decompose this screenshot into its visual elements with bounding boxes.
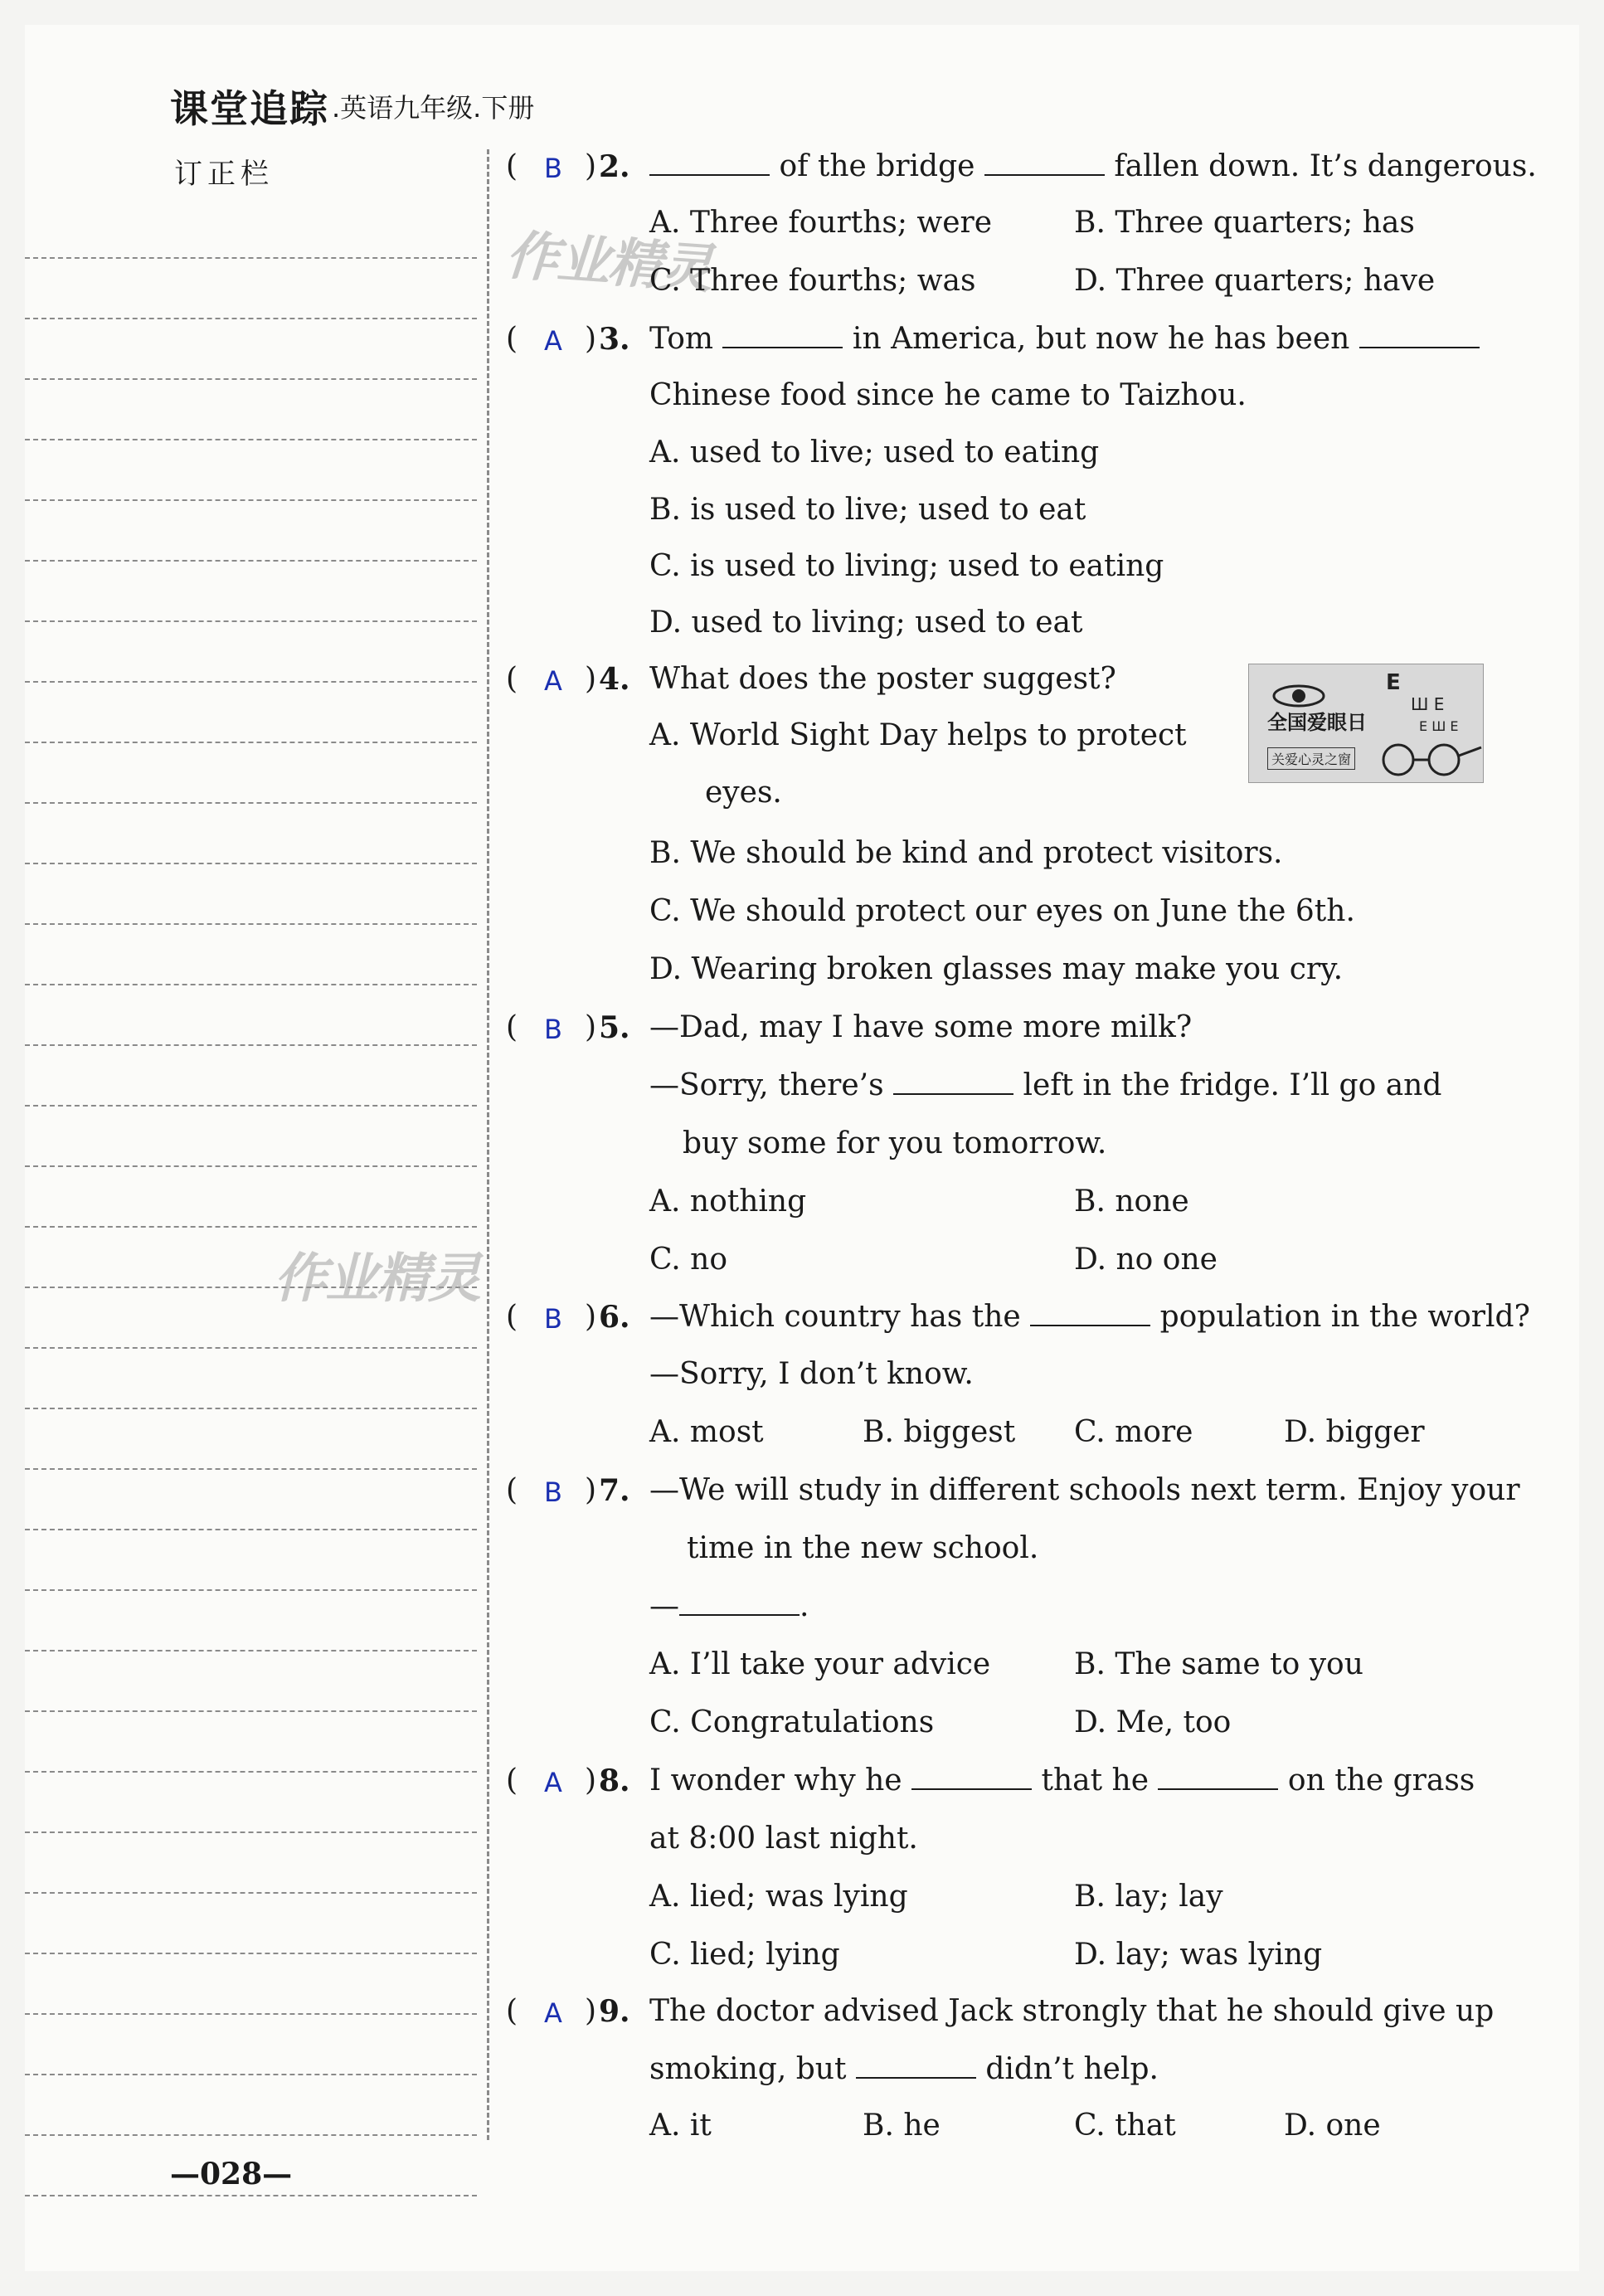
brand-title: 课堂追踪: [170, 86, 329, 131]
option: C. is used to living; used to eating: [649, 549, 1164, 583]
question-stem: of the bridge fallen down. It’s dangerous.: [649, 149, 1537, 183]
answer-mark: B: [544, 153, 562, 184]
poster-subtitle: 关爱心灵之窗: [1267, 747, 1355, 770]
ruled-line: [25, 499, 477, 501]
option: B. is used to live; used to eat: [649, 493, 1086, 527]
ruled-line: [25, 257, 477, 259]
ruled-line: [25, 681, 477, 683]
ruled-line: [25, 439, 477, 440]
option: D. bigger: [1284, 1415, 1425, 1449]
column-divider: [487, 149, 489, 2140]
option: A. it: [649, 2109, 712, 2143]
ruled-line: [25, 2134, 477, 2136]
question-stem-line: —Sorry, I don’t know.: [649, 1357, 974, 1391]
svg-text:E: E: [1386, 670, 1401, 695]
option: B. Three quarters; has: [1074, 206, 1415, 240]
ruled-line: [25, 863, 477, 864]
watermark: 作业精灵: [503, 225, 713, 301]
ruled-line: [25, 1831, 477, 1833]
option-continuation: eyes.: [705, 776, 782, 810]
question-stem: Tom in America, but now he has been: [649, 322, 1480, 356]
poster-image: [1248, 664, 1484, 783]
ruled-line: [25, 1892, 477, 1894]
question-stem-line: at 8:00 last night.: [649, 1822, 918, 1856]
ruled-line: [25, 2013, 477, 2015]
answer-mark: B: [544, 1476, 562, 1508]
poster-title: 全国爱眼日: [1267, 711, 1367, 734]
option: D. Three quarters; have: [1074, 264, 1436, 298]
option: A. Three fourths; were: [649, 206, 993, 240]
answer-mark: A: [544, 1767, 562, 1798]
ruled-line: [25, 378, 477, 380]
ruled-line: [25, 1710, 477, 1712]
answer-mark: B: [544, 1303, 562, 1335]
option: C. that: [1074, 2109, 1176, 2143]
question-stem: The doctor advised Jack strongly that he should give up: [649, 1994, 1495, 2028]
option: D. lay; was lying: [1074, 1938, 1323, 1972]
question-stem: —Which country has the population in the world?: [649, 1300, 1530, 1334]
ruled-line: [25, 1165, 477, 1167]
ruled-line: [25, 1347, 477, 1349]
ruled-line: [25, 1105, 477, 1107]
option: A. lied; was lying: [649, 1880, 908, 1914]
option: C. We should protect our eyes on June the 6th.: [649, 894, 1355, 928]
correction-sidebar: [25, 149, 485, 2148]
option: C. lied; lying: [649, 1938, 840, 1972]
answer-mark: A: [544, 325, 562, 357]
ruled-line: [25, 742, 477, 743]
ruled-line: [25, 1468, 477, 1470]
option: A. nothing: [649, 1184, 807, 1219]
page-number: —028—: [170, 2157, 293, 2191]
option: D. Wearing broken glasses may make you cry.: [649, 952, 1344, 986]
option: C. Three fourths; was: [649, 264, 976, 298]
question-stem-line: — .: [649, 1589, 809, 1623]
question-stem: I wonder why he that he on the grass: [649, 1763, 1475, 1797]
option: B. biggest: [863, 1415, 1016, 1449]
ruled-line: [25, 2195, 477, 2196]
option: B. The same to you: [1074, 1647, 1363, 1681]
question-stem-line: Chinese food since he came to Taizhou.: [649, 378, 1247, 412]
option: D. used to living; used to eat: [649, 606, 1083, 640]
ruled-line: [25, 923, 477, 925]
ruled-line: [25, 1771, 477, 1773]
option: A. most: [649, 1415, 764, 1449]
book-subtitle: .英语九年级.下册: [332, 92, 535, 124]
answer-mark: B: [544, 1014, 562, 1045]
question-stem: —Dad, may I have some more milk?: [649, 1010, 1193, 1044]
sidebar-title: 订正栏: [174, 158, 274, 191]
answer-mark: A: [544, 1997, 562, 2029]
ruled-line: [25, 1226, 477, 1228]
question-number: 5.: [599, 1010, 630, 1045]
question-stem-line: smoking, but didn’t help.: [649, 2052, 1159, 2086]
ruled-line: [25, 620, 477, 622]
ruled-line: [25, 318, 477, 319]
question-number: 9.: [599, 1994, 630, 2029]
option: B. none: [1074, 1184, 1189, 1219]
option: A. I’ll take your advice: [649, 1647, 991, 1681]
question-stem: What does the poster suggest?: [649, 662, 1116, 696]
answer-mark: A: [544, 665, 562, 697]
option: D. Me, too: [1074, 1705, 1232, 1739]
option: C. Congratulations: [649, 1705, 935, 1739]
ruled-line: [25, 1044, 477, 1046]
question-number: 4.: [599, 662, 630, 697]
question-stem: —We will study in different schools next term. Enjoy your: [649, 1473, 1520, 1507]
option: C. more: [1074, 1415, 1193, 1449]
option: B. lay; lay: [1074, 1880, 1223, 1914]
option: A. World Sight Day helps to protect: [649, 718, 1187, 752]
ruled-line: [25, 984, 477, 985]
ruled-line: [25, 1529, 477, 1530]
watermark: 作业精灵: [274, 1248, 479, 1310]
question-stem-line: time in the new school.: [687, 1531, 1039, 1565]
question-number: 7.: [599, 1473, 630, 1508]
question-number: 2.: [599, 149, 630, 184]
svg-text:E Ш E: E Ш E: [1419, 718, 1459, 734]
question-number: 6.: [599, 1300, 630, 1335]
svg-text:Ш E: Ш E: [1411, 694, 1445, 714]
ruled-line: [25, 560, 477, 562]
question-stem-line: —Sorry, there’s left in the fridge. I’ll go and: [649, 1068, 1442, 1102]
ruled-line: [25, 1589, 477, 1591]
ruled-line: [25, 802, 477, 804]
option: B. he: [863, 2109, 941, 2143]
ruled-line: [25, 2074, 477, 2075]
question-number: 3.: [599, 322, 630, 357]
question-stem-line: buy some for you tomorrow.: [683, 1126, 1107, 1160]
ruled-line: [25, 1953, 477, 1954]
question-number: 8.: [599, 1763, 630, 1798]
ruled-line: [25, 1650, 477, 1651]
option: B. We should be kind and protect visitors.: [649, 836, 1283, 870]
option: D. no one: [1074, 1243, 1218, 1277]
ruled-line: [25, 1408, 477, 1409]
option: D. one: [1284, 2109, 1381, 2143]
option: A. used to live; used to eating: [649, 435, 1100, 469]
option: C. no: [649, 1243, 728, 1277]
